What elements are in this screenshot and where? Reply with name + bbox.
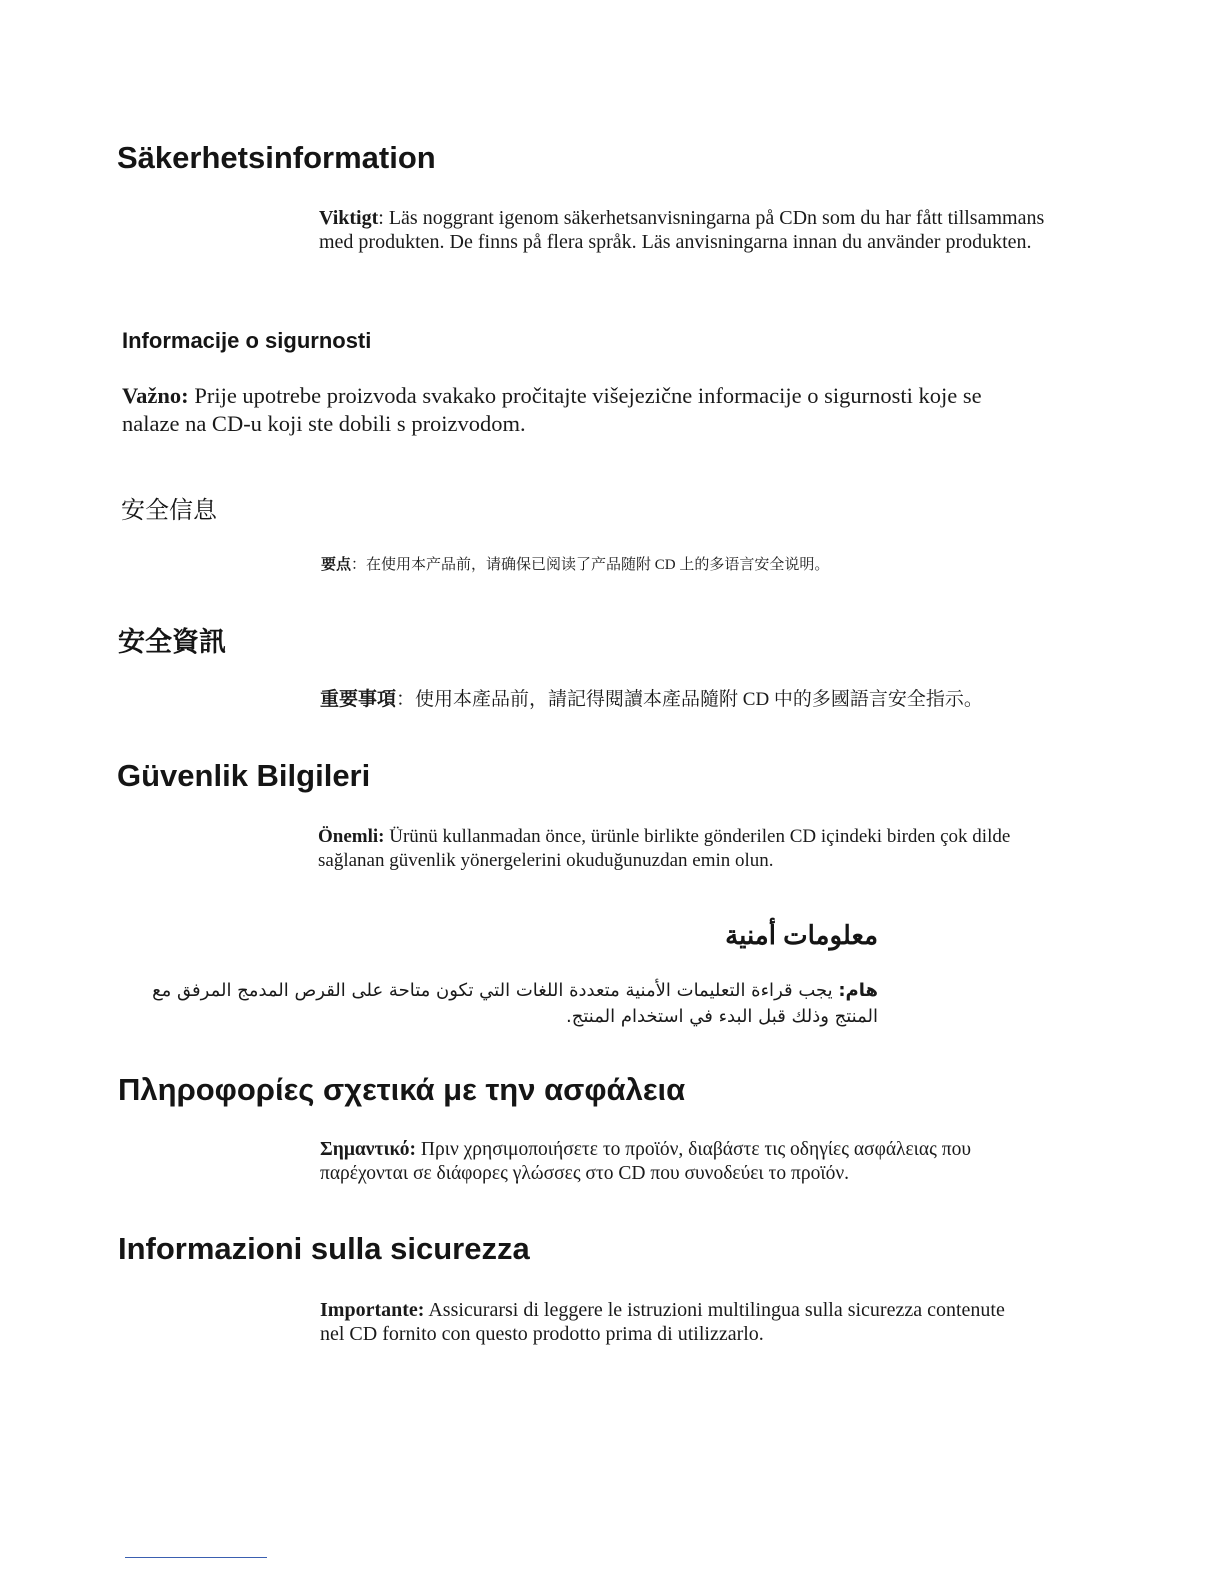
section-body-chinese-traditional xyxy=(320,688,1080,712)
label-separator: ： xyxy=(351,557,367,573)
section-text: 在使用本产品前，请确保已阅读了产品随附 CD 上的多语言安全说明。 xyxy=(366,557,830,573)
section-body-swedish xyxy=(319,206,1067,254)
section-heading-chinese-traditional: 安全資訊 xyxy=(118,627,226,657)
section-heading-swedish: Säkerhetsinformation xyxy=(117,140,436,175)
important-label: Σημαντικό: xyxy=(320,1139,417,1160)
section-body-arabic xyxy=(116,978,878,1030)
footnote-rule xyxy=(125,1557,267,1558)
label-separator: ： xyxy=(396,689,416,710)
section-body-croatian xyxy=(122,382,982,438)
section-body-italian xyxy=(320,1298,1020,1346)
section-body-greek xyxy=(320,1138,1040,1186)
section-body-turkish xyxy=(318,825,1058,873)
section-text: Assicurarsi di leggere le istruzioni multilingua sulla sicurezza contenute nel CD fornito con questo prodotto prima di utilizzarlo. xyxy=(320,1299,1005,1345)
section-text: Läs noggrant igenom säkerhetsanvisningarna på CDn som du har fått tillsammans med produkten. De finns på flera språk. Läs anvisningarna innan du använder produkten. xyxy=(319,207,1045,253)
section-body-chinese-simplified xyxy=(321,555,1041,575)
important-label: 重要事項 xyxy=(320,689,397,710)
section-text: Πριν χρησιμοποιήσετε το προϊόν, διαβάστε τις οδηγίες ασφάλειας που παρέχονται σε διάφορες γλώσσες στο CD που συνοδεύει το προϊόν. xyxy=(320,1139,971,1184)
important-label: هام: xyxy=(838,980,878,1001)
section-heading-arabic: معلومات أمنية xyxy=(725,920,878,950)
section-heading-italian: Informazioni sulla sicurezza xyxy=(118,1231,530,1266)
label-separator: : xyxy=(378,207,389,229)
section-text: يجب قراءة التعليمات الأمنية متعددة اللغات التي تكون متاحة على القرص المدمج المرفق مع المنتج وذلك قبل البدء في استخدام المنتج. xyxy=(152,980,878,1027)
section-heading-chinese-simplified: 安全信息 xyxy=(121,497,217,524)
important-label: 要点 xyxy=(321,557,352,573)
important-label: Važno: xyxy=(122,383,189,408)
section-heading-greek: Πληροφορίες σχετικά με την ασφάλεια xyxy=(118,1072,686,1107)
section-heading-turkish: Güvenlik Bilgileri xyxy=(117,758,371,793)
important-label: Importante: xyxy=(320,1299,425,1321)
section-text: Prije upotrebe proizvoda svakako pročitajte višejezične informacije o sigurnosti koje se nalaze na CD-u koji ste dobili s proizvodom. xyxy=(122,383,982,436)
important-label: Önemli: xyxy=(318,826,385,847)
important-label: Viktigt xyxy=(319,207,379,229)
section-heading-croatian: Informacije o sigurnosti xyxy=(122,328,372,353)
section-text: Ürünü kullanmadan önce, ürünle birlikte gönderilen CD içindeki birden çok dilde sağlanan güvenlik yönergelerini okuduğunuzdan emin olun. xyxy=(318,826,1011,871)
section-text: 使用本產品前，請記得閱讀本產品隨附 CD 中的多國語言安全指示。 xyxy=(415,689,983,710)
